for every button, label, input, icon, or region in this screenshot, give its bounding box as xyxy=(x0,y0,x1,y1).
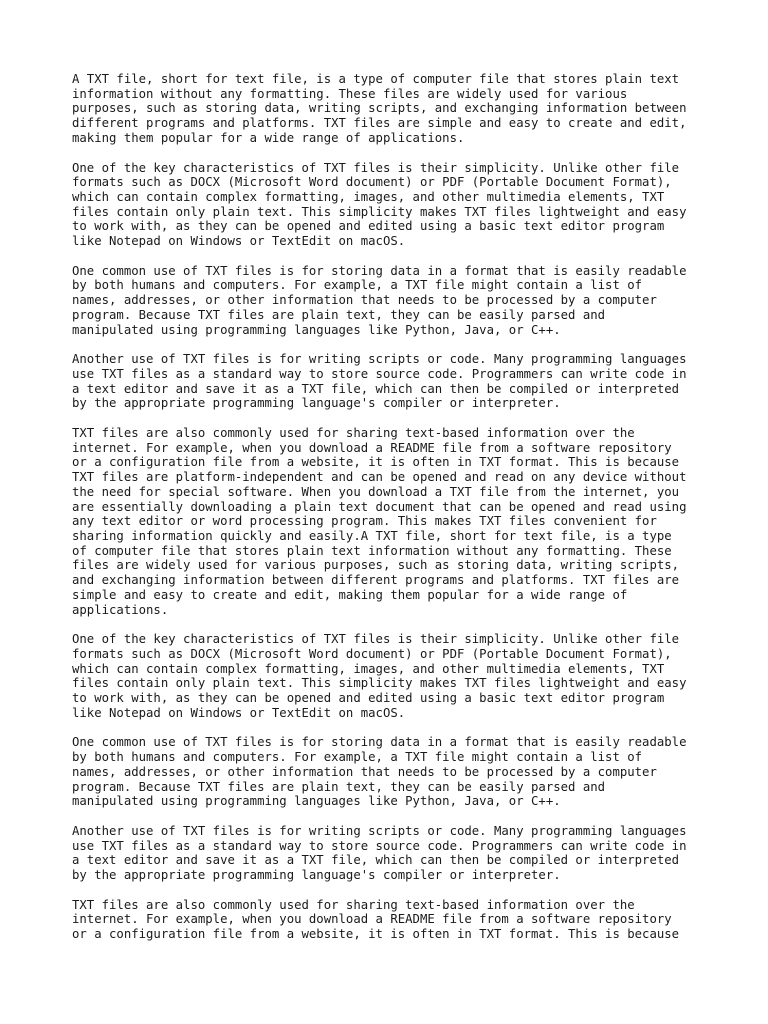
paragraph-9: TXT files are also commonly used for sharing text-based information over the internet. For example, when you download a README file from a software repository or a configuration file from a website, it is often in TXT format. This is because xyxy=(72,897,680,942)
paragraph-2: One of the key characteristics of TXT files is their simplicity. Unlike other file formats such as DOCX (Microsoft Word document) or PDF (Portable Document Format), which can contain complex formatting, images, and other multimedia elements, TXT files contain only plain text. This simplicity makes TXT files lightweight and easy to work with, as they can be opened and edited using a basic text editor program like Notepad on Windows or TextEdit on macOS. xyxy=(72,160,687,249)
paragraph-6: One of the key characteristics of TXT files is their simplicity. Unlike other file formats such as DOCX (Microsoft Word document) or PDF (Portable Document Format), which can contain complex formatting, images, and other multimedia elements, TXT files contain only plain text. This simplicity makes TXT files lightweight and easy to work with, as they can be opened and edited using a basic text editor program like Notepad on Windows or TextEdit on macOS. xyxy=(72,632,687,720)
paragraph-8: Another use of TXT files is for writing scripts or code. Many programming languages use TXT files as a standard way to store source code. Programmers can write code in a text editor and save it as a TXT file, which can then be compiled or interpreted by the appropriate programming language's compiler or interpreter. xyxy=(72,823,687,883)
paragraph-3: One common use of TXT files is for storing data in a format that is easily readable by both humans and computers. For example, a TXT file might contain a list of names, addresses, or other information that needs to be processed by a computer program. Because TXT files are plain text, they can be easily parsed and manipulated using programming languages like Python, Java, or C++. xyxy=(72,263,687,337)
paragraph-4: Another use of TXT files is for writing scripts or code. Many programming languages use TXT files as a standard way to store source code. Programmers can write code in a text editor and save it as a TXT file, which can then be compiled or interpreted by the appropriate programming language's compiler or interpreter. xyxy=(72,352,687,411)
paragraph-7: One common use of TXT files is for storing data in a format that is easily readable by both humans and computers. For example, a TXT file might contain a list of names, addresses, or other information that needs to be processed by a computer program. Because TXT files are plain text, they can be easily parsed and manipulated using programming languages like Python, Java, or C++. xyxy=(72,735,687,809)
document-page xyxy=(72,72,712,957)
paragraph-1: A TXT file, short for text file, is a type of computer file that stores plain text information without any formatting. These files are widely used for various purposes, such as storing data, writing scripts, and exchanging information between different programs and platforms. TXT files are simple and easy to create and edit, making them popular for a wide range of applications. xyxy=(72,72,687,145)
paragraph-5: TXT files are also commonly used for sharing text-based information over the internet. For example, when you download a README file from a software repository or a configuration file from a website, it is often in TXT format. This is because TXT files are platform-independent and can be opened and read on any device without the need for special software. When you download a TXT file from the internet, you are essentially downloading a plain text document that can be opened and read using any text editor or word processing program. This makes TXT files convenient for sharing information quickly and easily.A TXT file, short for text file, is a type of computer file that stores plain text information without any formatting. These files are widely used for various purposes, such as storing data, writing scripts, and exchanging information between different programs and platforms. TXT files are simple and easy to create and edit, making them popular for a wide range of applications. xyxy=(72,426,687,617)
